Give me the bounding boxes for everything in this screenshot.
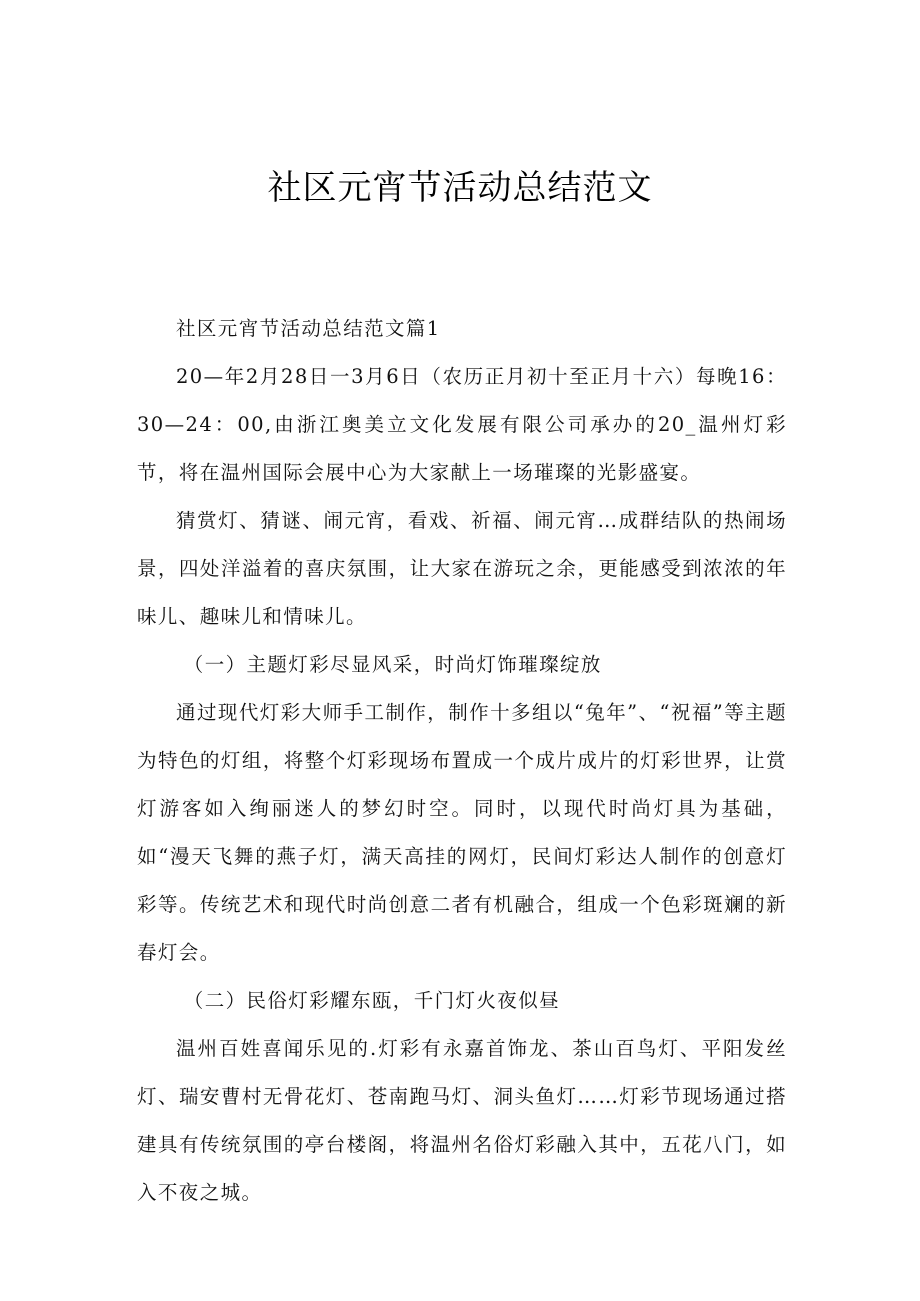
section-heading-1: （一）主题灯彩尽显风采，时尚灯饰璀璨绽放 xyxy=(183,653,602,676)
paragraph-intro: 20—年2月28日一3月6日（农历正月初十至正月十六）每晚16：30—24：00,由浙江奥美立文化发展有限公司承办的20_温州灯彩节，将在温州国际会展中心为大家献上一场璀璨的光影盛宴。 xyxy=(137,365,787,484)
paragraph-atmosphere: 猜赏灯、猜谜、闹元宵，看戏、祈福、闹元宵…成群结队的热闹场景，四处洋溢着的喜庆氛围，让大家在游玩之余，更能感受到浓浓的年味儿、趣味儿和情味儿。 xyxy=(137,509,787,628)
section-heading-2: （二）民俗灯彩耀东瓯，千门灯火夜似昼 xyxy=(183,989,560,1012)
article-subtitle: 社区元宵节活动总结范文篇1 xyxy=(176,317,441,340)
document-body xyxy=(137,305,787,1217)
section-paragraph-2: 温州百姓喜闻乐见的.灯彩有永嘉首饰龙、茶山百鸟灯、平阳发丝灯、瑞安曹村无骨花灯、苍南跑马灯、洞头鱼灯……灯彩节现场通过搭建具有传统氛围的亭台楼阁，将温州名俗灯彩融入其中，五花八门，如入不夜之城。 xyxy=(137,1037,787,1204)
section-paragraph-1: 通过现代灯彩大师手工制作，制作十多组以“兔年”、“祝福”等主题为特色的灯组，将整个灯彩现场布置成一个成片成片的灯彩世界，让赏灯游客如入绚丽迷人的梦幻时空。同时，以现代时尚灯具为基础，如“漫天飞舞的燕子灯，满天高挂的网灯，民间灯彩达人制作的创意灯彩等。传统艺术和现代时尚创意二者有机融合，组成一个色彩斑斓的新春灯会。 xyxy=(137,701,787,964)
document-title: 社区元宵节活动总结范文 xyxy=(267,168,653,208)
